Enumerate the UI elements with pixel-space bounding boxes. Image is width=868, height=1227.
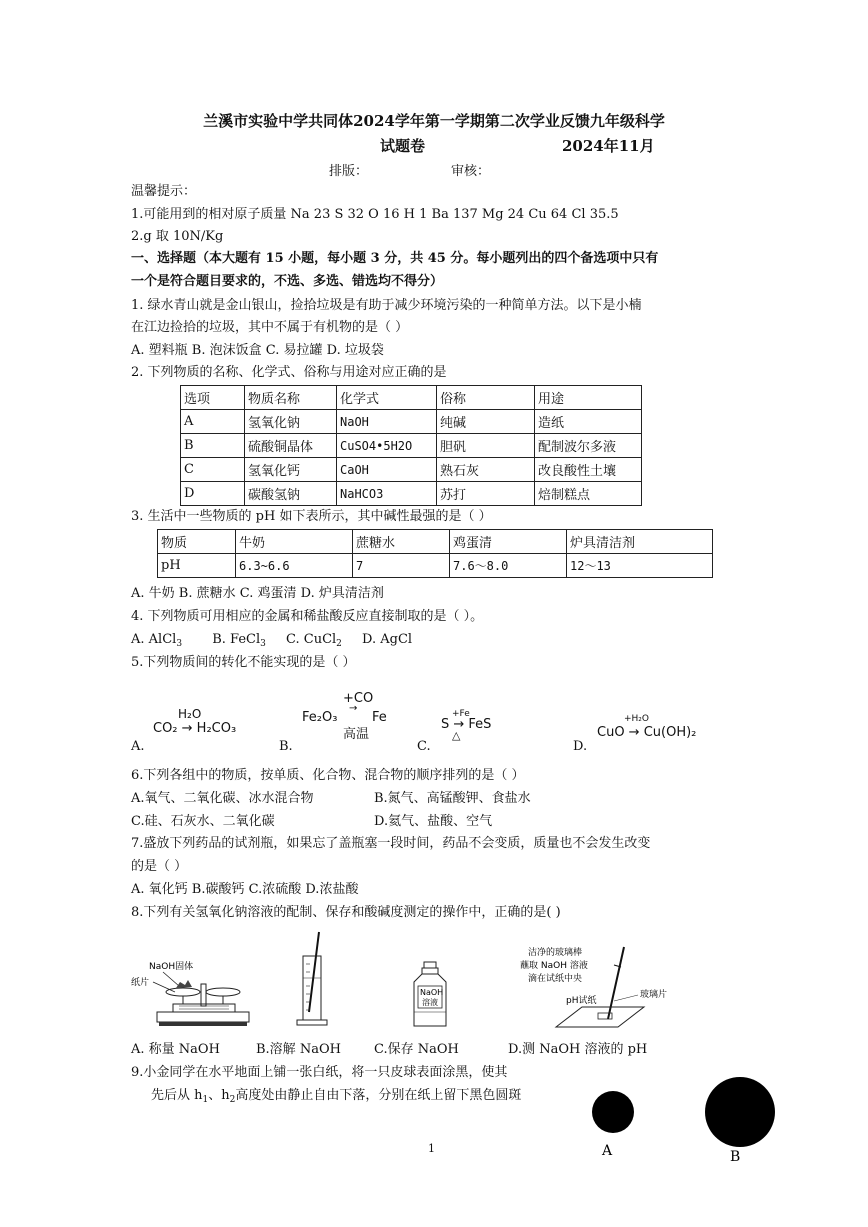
table-cell: pH	[158, 554, 236, 578]
q9-h2-subscript: 2	[229, 1095, 236, 1105]
q9-spots-figure	[590, 1075, 790, 1170]
q9-line2-part-c: 高度处由静止自由下落，分别在纸上留下黑色圆斑	[235, 1088, 522, 1103]
table-cell: NaOH	[337, 410, 437, 434]
table-header-cell: 牛奶	[236, 530, 353, 554]
q8-option-a: A. 称量 NaOH	[131, 1042, 220, 1057]
q1-options: A. 塑料瓶 B. 泡沫饭盒 C. 易拉罐 D. 垃圾袋	[131, 343, 384, 358]
q4-option-b-sub: 3	[260, 639, 266, 649]
q8-option-b: B.溶解 NaOH	[256, 1042, 341, 1057]
q8-fig-a-label-naoh: NaOH固体	[149, 962, 194, 972]
q9-spot-a-label: A	[602, 1143, 613, 1159]
table-cell: 苏打	[437, 482, 535, 506]
table-cell: 纯碱	[437, 410, 535, 434]
table-header-cell: 选项	[181, 386, 245, 410]
table-header-row	[158, 530, 713, 554]
q4-options	[131, 631, 412, 653]
q5-label-b: B.	[279, 739, 293, 754]
q8-fig-c-label-solution: 溶液	[422, 998, 438, 1007]
section-heading-line1: 一、选择题（本大题有 15 小题，每小题 3 分，共 45 分。每小题列出的四个备选项中只有	[131, 251, 659, 266]
q8-option-d: D.测 NaOH 溶液的 pH	[508, 1042, 648, 1057]
q1-line1: 1. 绿水青山就是金山银山，捡拾垃圾是有助于减少环境污染的一种简单方法。以下是小楠	[131, 298, 642, 313]
table-row	[158, 554, 713, 578]
table-cell: 6.3~6.6	[236, 554, 353, 578]
table-row	[181, 434, 642, 458]
exam-title-line2: 试题卷	[380, 137, 426, 155]
tips-line-1: 1.可能用到的相对原子质量 Na 23 S 32 O 16 H 1 Ba 137 Mg 24 Cu 64 Cl 35.5	[131, 207, 619, 222]
q4-option-d: D. AgCl	[362, 632, 413, 647]
table-header-cell: 化学式	[337, 386, 437, 410]
q9-line2-part-b: 、h	[208, 1088, 230, 1103]
q4-option-a-sub: 3	[176, 639, 183, 649]
table-cell: CuSO4•5H2O	[337, 434, 437, 458]
q9-spot-a	[592, 1091, 634, 1133]
q5-b-arrow: →	[349, 703, 358, 714]
table-cell: 造纸	[535, 410, 642, 434]
table-cell: A	[181, 410, 245, 434]
q3-options: A. 牛奶 B. 蔗糖水 C. 鸡蛋清 D. 炉具清洁剂	[131, 586, 384, 601]
table-cell: 胆矾	[437, 434, 535, 458]
table-cell: 配制波尔多液	[535, 434, 642, 458]
q8-fig-c-label-naoh: NaOH	[420, 988, 444, 997]
table-cell: C	[181, 458, 245, 482]
q9-line2-part-a: 先后从 h	[151, 1088, 203, 1103]
q5-c-heat-symbol: △	[452, 729, 461, 742]
q8-option-c: C.保存 NaOH	[374, 1042, 459, 1057]
q2-stem: 2. 下列物质的名称、化学式、俗称与用途对应正确的是	[131, 365, 447, 380]
q6-option-a: A.氧气、二氧化碳、冰水混合物	[131, 791, 314, 806]
tips-heading: 温馨提示：	[131, 184, 197, 199]
q5-label-a: A.	[131, 739, 145, 754]
q9-line1: 9.小金同学在水平地面上铺一张白纸，将一只皮球表面涂黑，使其	[131, 1065, 508, 1080]
table-cell: 熟石灰	[437, 458, 535, 482]
q5-label-d: D.	[573, 739, 588, 754]
table-cell: 硫酸铜晶体	[245, 434, 337, 458]
q8-cylinder-figure	[292, 930, 332, 1030]
q9-spot-b	[705, 1077, 775, 1147]
q5-a-condition: H₂O	[178, 707, 202, 721]
layout-label: 排版：	[329, 164, 369, 179]
table-row	[181, 410, 642, 434]
table-cell: 氢氧化钠	[245, 410, 337, 434]
table-cell: 7	[353, 554, 450, 578]
exam-title-line1: 兰溪市实验中学共同体2024学年第一学期第二次学业反馈九年级科学	[203, 112, 665, 130]
q6-option-d: D.氦气、盐酸、空气	[374, 814, 493, 829]
exam-date: 2024年11月	[562, 137, 655, 155]
q5-b-heat: 高温	[343, 727, 370, 742]
table-row	[181, 458, 642, 482]
q5-b-product: Fe	[372, 710, 387, 725]
q9-line2	[151, 1087, 521, 1109]
q8-stem: 8.下列有关氢氧化钠溶液的配制、保存和酸碱度测定的操作中，正确的是( )	[131, 905, 561, 920]
q1-line2: 在江边捡拾的垃圾，其中不属于有机物的是（ ）	[131, 320, 409, 335]
table-header-cell: 蔗糖水	[353, 530, 450, 554]
q7-options: A. 氧化钙 B.碳酸钙 C.浓硫酸 D.浓盐酸	[131, 882, 359, 897]
table-header-cell: 物质	[158, 530, 236, 554]
q8-fig-d-label-drop: 滴在试纸中央	[528, 974, 583, 984]
q4-stem: 4. 下列物质可用相应的金属和稀盐酸反应直接制取的是（ ）。	[131, 609, 484, 624]
q8-fig-d-label-paper: pH试纸	[566, 996, 597, 1006]
q5-a-equation: CO₂ → H₂CO₃	[153, 721, 237, 736]
q5-d-equation: CuO → Cu(OH)₂	[597, 725, 697, 740]
table-header-cell: 炉具清洁剂	[567, 530, 713, 554]
q8-fig-d-label-rod: 洁净的玻璃棒	[528, 948, 583, 958]
section-heading-line2: 一个是符合题目要求的，不选、多选、错选均不得分）	[131, 274, 444, 289]
table-cell: 碳酸氢钠	[245, 482, 337, 506]
table-header-row	[181, 386, 642, 410]
q5-c-condition: +Fe	[452, 709, 470, 719]
q5-label-c: C.	[417, 739, 431, 754]
q4-option-a: A. AlCl	[131, 632, 177, 647]
table-cell: 氢氧化钙	[245, 458, 337, 482]
q5-d-condition: +H₂O	[624, 714, 650, 724]
table-cell: 12～13	[567, 554, 713, 578]
q6-option-c: C.硅、石灰水、二氧化碳	[131, 814, 275, 829]
q5-b-condition: +CO	[343, 691, 374, 706]
q8-fig-d-label-glass: 玻璃片	[640, 990, 668, 1000]
table-header-cell: 用途	[535, 386, 642, 410]
q4-option-c: C. CuCl	[286, 632, 337, 647]
table-cell: NaHCO3	[337, 482, 437, 506]
q3-table	[157, 529, 713, 578]
q5-stem: 5.下列物质间的转化不能实现的是（ ）	[131, 655, 356, 670]
q4-option-c-sub: 2	[336, 639, 342, 649]
table-header-cell: 物质名称	[245, 386, 337, 410]
table-header-cell: 鸡蛋清	[450, 530, 567, 554]
q8-fig-a-label-paper: 纸片	[131, 978, 150, 988]
q7-line1: 7.盛放下列药品的试剂瓶，如果忘了盖瓶塞一段时间，药品不会变质，质量也不会发生改变	[131, 836, 651, 851]
table-cell: 焙制糕点	[535, 482, 642, 506]
q9-spot-b-label: B	[730, 1149, 741, 1165]
table-cell: CaOH	[337, 458, 437, 482]
q9-h1-subscript: 1	[202, 1095, 209, 1105]
table-cell: B	[181, 434, 245, 458]
q7-line2: 的是（ ）	[131, 859, 188, 874]
q8-ph-test-figure	[516, 945, 686, 1033]
q4-option-b: B. FeCl	[212, 632, 261, 647]
q6-stem: 6.下列各组中的物质，按单质、化合物、混合物的顺序排列的是（ ）	[131, 768, 525, 783]
q8-balance-figure	[131, 952, 251, 1032]
q8-bottle-figure	[410, 960, 450, 1030]
review-label: 审核：	[451, 164, 491, 179]
table-header-cell: 俗称	[437, 386, 535, 410]
table-cell: 改良酸性土壤	[535, 458, 642, 482]
table-cell: 7.6～8.0	[450, 554, 567, 578]
q8-fig-d-label-dip: 蘸取 NaOH 溶液	[520, 961, 588, 971]
table-cell: D	[181, 482, 245, 506]
table-row	[181, 482, 642, 506]
q3-stem: 3. 生活中一些物质的 pH 如下表所示，其中碱性最强的是（ ）	[131, 509, 492, 524]
page-number: 1	[428, 1142, 435, 1155]
q2-table	[180, 385, 642, 506]
q6-option-b: B.氮气、高锰酸钾、食盐水	[374, 791, 531, 806]
tips-line-2: 2.g 取 10N/Kg	[131, 229, 224, 244]
q5-b-reactant: Fe₂O₃	[302, 710, 338, 725]
q5-c-equation: S → FeS	[441, 717, 492, 732]
